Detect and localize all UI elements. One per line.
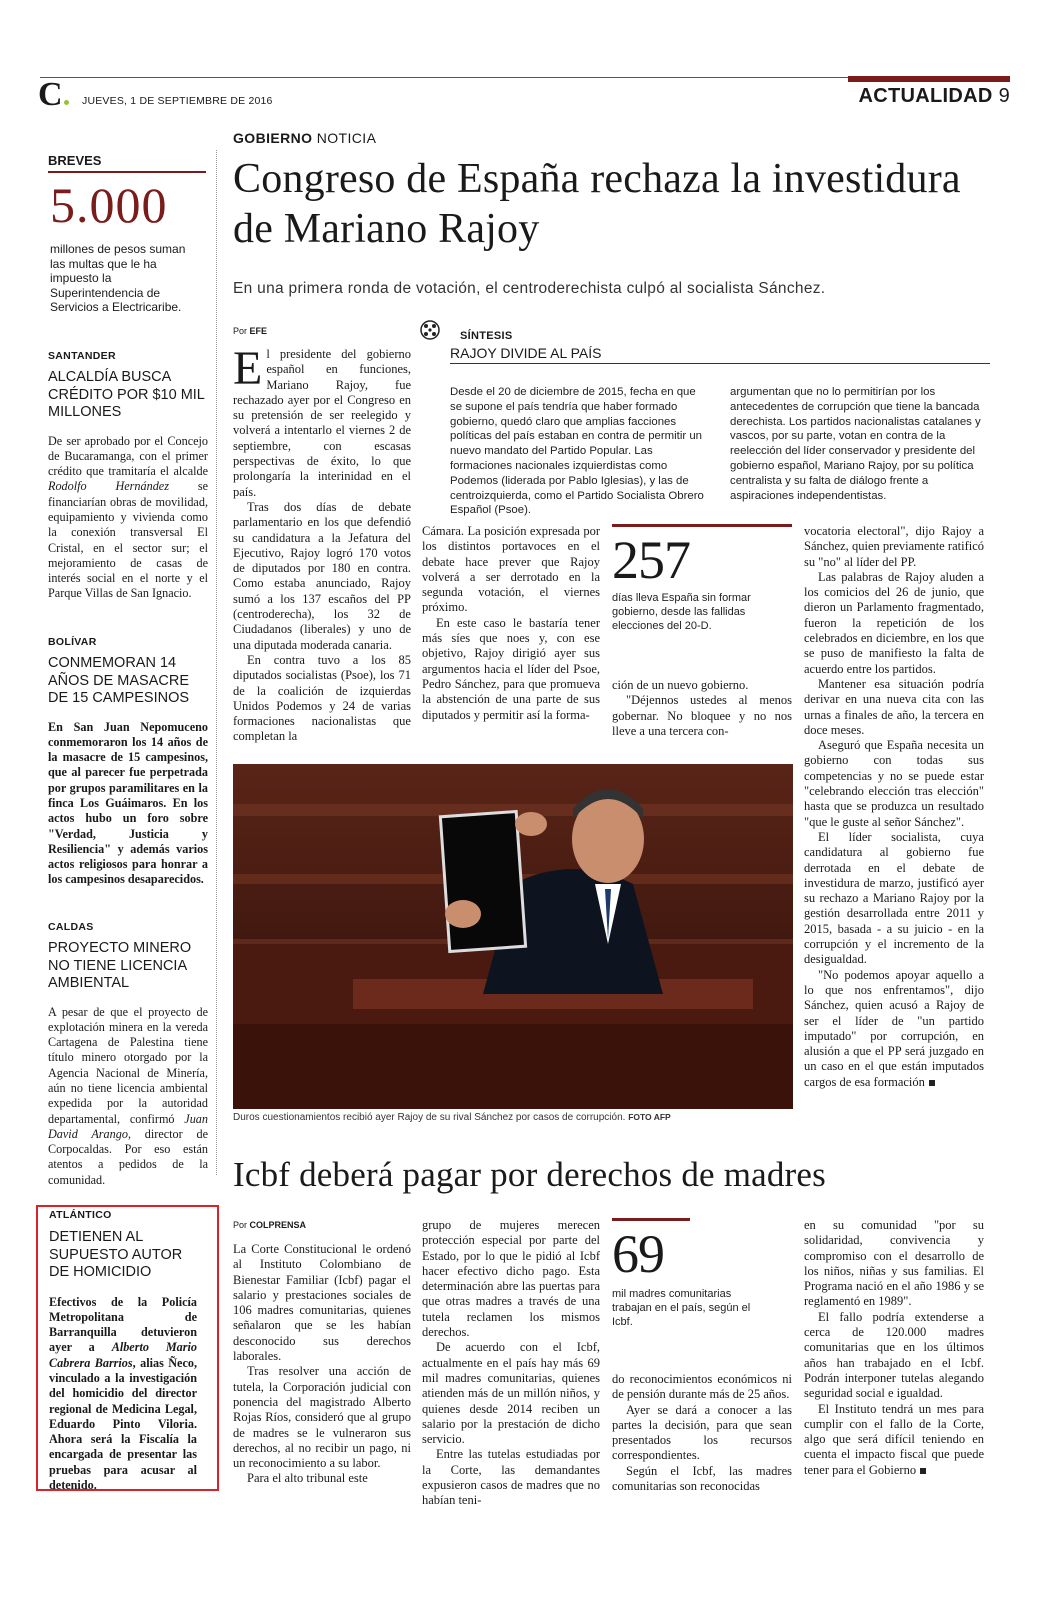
paragraph: "Déjennos ustedes al menos gobernar. No bloquee y no nos lleve a una tercera con- [612,693,792,738]
stat-value: 69 [612,1224,664,1284]
brief-atlantico [49,1209,197,1493]
paragraph: Ayer se dará a conocer a las partes la decisión, para que sean presentados los recursos correspondientes. [612,1402,792,1463]
issue-date: JUEVES, 1 DE SEPTIEMBRE DE 2016 [82,95,273,107]
newspaper-logo: C [38,78,69,112]
breves-stat-caption: millones de pesos suman las multas que le ha impuesto la Superintendencia de Servicios a Electricaribe. [50,242,186,314]
paragraph: vocatoria electoral", dijo Rajoy a Sánchez, quien previamente ratificó su "no" al líder del PP. [804,524,984,569]
brief-caldas [48,921,208,1188]
stat-257 [612,524,792,633]
sintesis-column-2: argumentan que no lo permitirían por los antecedentes de corrupción que tiene la bancada derechista. Los partidos nacionalistas catalanes y vascos, por su parte, votan en contra de la reelección del líder conservador y presidente del gobierno español, Mariano Rajoy, por su política centralista y su falta de diálogo frente a aspiraciones independentistas. [730,386,981,502]
paragraph: De acuerdo con el Icbf, actualmente en el país hay más 69 mil madres comunitarias, quienes atienden más de un millón niños, y quienes desde 2014 reciben un salario por la prestación de dicho servicio. [422,1340,600,1447]
paragraph: El fallo podría extenderse a cerca de 120.000 madres comunitarias que en los últimos años han trabajado en el Icbf. Podrán interponer tutelas alegando seguridad social e igualdad. [804,1309,984,1401]
section-bar [848,76,1010,82]
sintesis-label: SÍNTESIS [460,330,513,342]
paragraph: El Instituto tendrá un mes para cumplir con el fallo de la Corte, algo que será difícil teniendo en cuenta el impacto fiscal que puede tener para el Gobierno [804,1401,984,1477]
paragraph: Tras resolver una acción de tutela, la Corporación judicial con ponencia del magistrado Alberto Rojas Ríos, consideró que al grupo de madres se le vulneraron sus derechos, al no recibir un pago, ni un reconocimiento a su labor. [233,1364,411,1471]
stat-69 [612,1218,792,1329]
paragraph: En contra tuvo a los 85 diputados socialistas (Psoe), los 71 de la coalición de izquierdas Unidos Podemos y 24 de varias formaciones nacionalistas que completan la [233,652,411,744]
brief-title: CONMEMORAN 14 AÑOS DE MASACRE DE 15 CAMPESINOS [48,655,190,706]
article-subhead: En una primera ronda de votación, el centroderechista culpó al socialista Sánchez. [233,280,826,297]
article-column-4 [804,524,984,1090]
paragraph: El líder socialista, cuya candidatura al gobierno fue derrotada en el debate de investidura de marzo, justificó ayer su rechazo a Mariano Rajoy por la gestión desarrollada entre 2011 y 2015, basada - a su juicio - en la corrupción y el incremento de la desigualdad. [804,829,984,967]
paragraph: La Corte Constitucional le ordenó al Instituto Colombiano de Bienestar Familiar (Icbf) pagar el salario y prestaciones sociales de 106 madres comunitarias, quienes señalaron que se les habían desconocido sus derechos laborales. [233,1242,411,1364]
brief-body: En San Juan Nepomuceno conmemoraron los 14 años de la masacre de 15 campesinos, que al parecer fue perpetrada por grupos paramilitares en la finca Los Guáimaros. En los actos hubo un foro sobre "Verdad, Justicia y Resiliencia" y además varios actos religiosos para honrar a los campesinos desaparecidos. [48,719,208,887]
brief-title: PROYECTO MINERO NO TIENE LICENCIA AMBIENTAL [48,940,192,991]
article-headline: Congreso de España rechaza la investidura de Mariano Rajoy [233,156,961,252]
paragraph: Tras dos días de debate parlamentario en los que defendió su candidatura a la Jefatura del Ejecutivo, Rajoy logró 170 votos de diputados por 180 en contra. Como estaba anunciado, Rajoy sumó a los 137 escaños del PP (centroderecha), los 32 de Ciudadanos (liberales) y uno de una diputada moderada canaria. [233,499,411,652]
sintesis-title: RAJOY DIVIDE AL PAÍS [450,345,990,364]
rajoy-photo [233,764,793,1109]
sintesis-column-1: Desde el 20 de diciembre de 2015, fecha en que se supone el país tendría que haber formado gobierno, quedó claro que amplias facciones políticas del país estaban en contra de permitir un nuevo mandato del Partido Popular. Las formaciones nacionales izquierdistas como Podemos (liderada por Pablo Iglesias), y las de centroizquierda, como el Partido Socialista Obrero Español (Psoe). [450,386,704,517]
photo-credit: FOTO AFP [628,1112,671,1122]
stat-value: 257 [612,530,690,590]
paragraph: Las palabras de Rajoy aluden a los comicios del 26 de junio, que dieron un Parlamento fragmentado, fueron la repetición de los celebrados en diciembre, en los que se puso de manifiesto la falta de acuerdo entre los partidos. [804,569,984,676]
article2-headline: Icbf deberá pagar por derechos de madres [233,1155,826,1194]
article-byline: Por EFE [233,326,268,336]
paragraph: Según el Icbf, las madres comunitarias son reconocidas [612,1463,792,1494]
article-column-2 [422,524,600,723]
paragraph: El presidente del gobierno español en funciones, Mariano Rajoy, fue rechazado ayer por el Congreso en su pretensión de ser reelegido y volverá a intentarlo el viernes 2 de septiembre, con escasas perspectivas de éxito, lo que prolongaría la interinidad en el país. [233,342,411,499]
article2-column-2 [422,1218,600,1509]
paragraph: grupo de mujeres merecen protección especial por parte del Estado, por lo que le pidió al Icbf hacer efectivo dicho pago. Esta determinación abre las puertas para que otras madres a través de una tutela reclamen los mismos derechos. [422,1218,600,1340]
brief-bolivar [48,636,208,888]
paragraph: en su comunidad "por su solidaridad, convivencia y compromiso con el desarrollo de los niños, niñas y sus familias. El Programa nació en el año 1986 y se reglamentó en 1989". [804,1218,984,1309]
article-column-3 [612,678,792,739]
paragraph: Cámara. La posición expresada por los distintos portavoces en el debate hace prever que Rajoy volverá a ser derrotado en la segunda votación, el viernes próximo. [422,524,600,615]
brief-title: ALCALDÍA BUSCA CRÉDITO POR $10 MIL MILLONES [48,369,205,420]
breves-stat-value: 5.000 [50,177,168,233]
article2-column-3 [612,1372,792,1494]
brief-title: DETIENEN AL SUPUESTO AUTOR DE HOMICIDIO [49,1229,183,1280]
article-kicker: GOBIERNO NOTICIA [233,130,377,146]
brief-santander [48,350,208,602]
brief-tag: CALDAS [48,921,94,933]
column-divider [216,150,217,1175]
article2-byline: Por COLPRENSA [233,1220,307,1230]
paragraph: Para el alto tribunal este [247,1471,368,1486]
article2-column-4 [804,1218,984,1478]
paragraph: Mantener esa situación podría derivar en una nueva cita con las urnas a finales de año, la tercera en doce meses. [804,676,984,737]
paragraph: "No podemos apoyar aquello a lo que nos enfrentamos", dijo Sánchez, quien acusó a Rajoy de ser el líder de "un partido imputado" por corrupción, en alusión a que el PP será juzgado en un caso en el que están imputados cargos de esa formación [804,967,984,1089]
page-number: 9 [998,85,1010,107]
sintesis-icon [420,320,440,340]
stat-caption: días lleva España sin formar gobierno, desde las fallidas elecciones del 20-D. [612,592,751,632]
article-column-1 [233,342,411,745]
breves-heading: BREVES [48,153,206,173]
paragraph: do reconocimientos económicos ni de pensión durante más de 25 años. [612,1372,792,1402]
brief-body: De ser aprobado por el Concejo de Bucaramanga, con el primer crédito que tramitaría el alcalde Rodolfo Hernández se financiarían obras de movilidad, equipamiento y vivienda como la conexión transversal El Cristal, en el sector sur; el mejoramiento de casas de interés social en el norte y el Parque Villas de San Ignacio. [48,433,209,601]
brief-body: Efectivos de la Policía Metropolitana de Barranquilla detuvieron ayer a Alberto Mario Cabrera Barrios, alias Ñeco, vinculado a la investigación del homicidio del director regional de Medicina Legal, Eduardo Pinto Viloria. Ahora será la Fiscalía la encargada de presentar las pruebas para acusar al detenido. [49,1294,197,1493]
paragraph: En este caso le bastaría tener más síes que noes y, con ese objetivo, Rajoy dirigió ayer sus argumentos hacia el líder del Psoe, Pedro Sánchez, para que promueva la abstención de una parte de sus diputados y permitir así la forma- [422,615,600,722]
brief-tag: BOLÍVAR [48,636,97,648]
paragraph: ción de un nuevo gobierno. [612,678,749,692]
photo-caption: Duros cuestionamientos recibió ayer Rajoy de su rival Sánchez por casos de corrupción. FOTO AFP [233,1112,671,1123]
brief-tag: ATLÁNTICO [49,1209,112,1221]
paragraph: Entre las tutelas estudiadas por la Corte, las demandantes expusieron casos de madres que no habían teni- [422,1447,600,1508]
brief-tag: SANTANDER [48,350,116,362]
brief-body: A pesar de que el proyecto de explotación minera en la vereda Cartagena de Palestina tiene título minero otorgado por la Agencia Nacional de Minería, aún no tiene licencia ambiental expedida por la autoridad departamental, confirmó Juan David Arango, director de Corpocaldas. Por eso están atentos a pedidos de la comunidad. [48,1004,208,1187]
paragraph: Aseguró que España necesita un gobierno con todas sus competencias y no se puede estar "celebrando elección tras elección" hasta que se produzca un resultado "que le guste al señor Sánchez". [804,738,984,829]
section-label: ACTUALIDAD 9 [858,85,1010,107]
article2-column-1 [233,1242,411,1487]
stat-caption: mil madres comunitarias trabajan en el país, según el Icbf. [612,1288,751,1328]
